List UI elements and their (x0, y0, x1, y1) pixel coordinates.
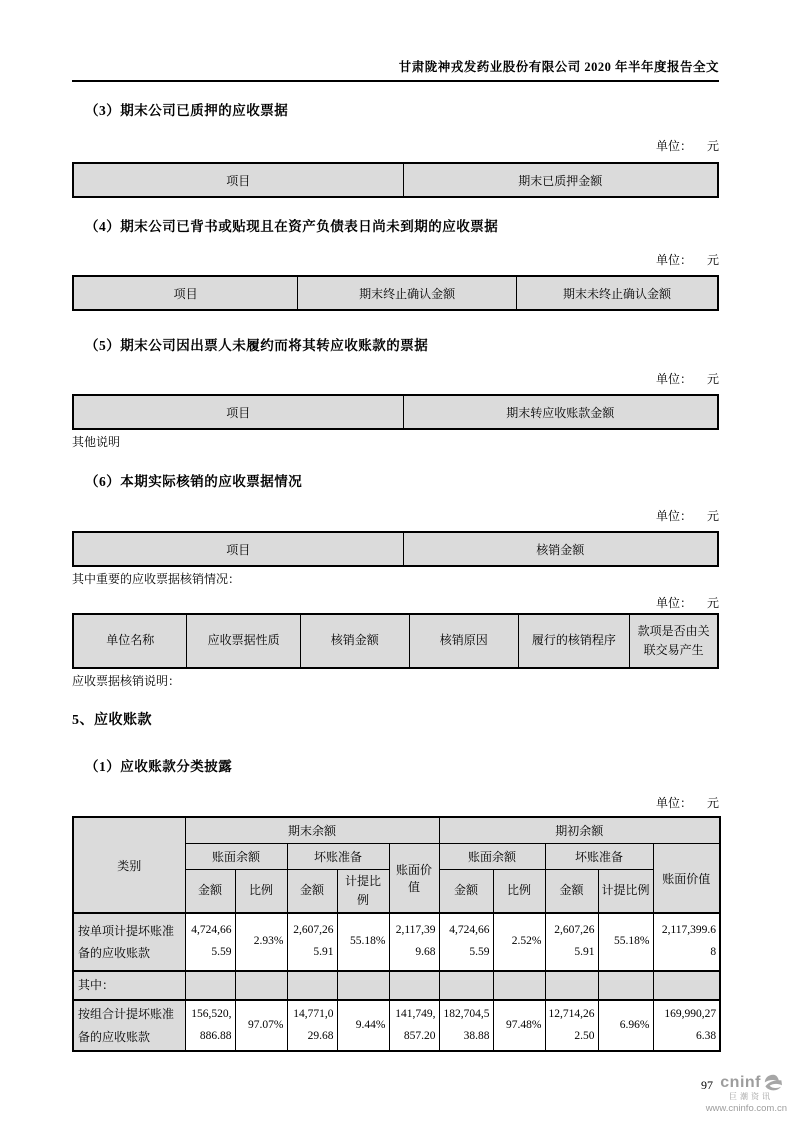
column-header-transferred-amount: 期末转应收账款金额 (403, 395, 718, 429)
table-header-row (73, 614, 718, 668)
column-header-writeoff-amount: 核销金额 (300, 614, 409, 668)
receivables-classification-table (72, 816, 721, 1052)
cninfo-brand-row (667, 1074, 787, 1092)
row-label: 按单项计提坏账准备的应收账款 (73, 913, 185, 971)
table-row (73, 1000, 720, 1051)
column-header-unit-name: 单位名称 (73, 614, 187, 668)
column-header-amount: 金额 (185, 870, 235, 914)
column-header-ratio: 比例 (235, 870, 287, 914)
column-header-note-nature: 应收票据性质 (187, 614, 300, 668)
document-header-title: 甘肃陇神戎发药业股份有限公司 2020 年半年度报告全文 (72, 0, 719, 82)
column-header-book-value-end: 账面价值 (389, 844, 439, 914)
section-6-title: （6）本期实际核销的应收票据情况 (85, 474, 303, 489)
cell-value (235, 971, 287, 1000)
table-header-row (73, 532, 718, 566)
column-header-item: 项目 (73, 276, 298, 310)
row-label: 其中： (73, 971, 185, 1000)
page-content (72, 99, 719, 1093)
table-header-row (73, 395, 718, 429)
column-header-item: 项目 (73, 532, 403, 566)
cninfo-url: www.cninfo.com.cn (705, 1102, 787, 1114)
unit-currency: 元 (706, 596, 719, 610)
unit-text: 单位： (655, 796, 692, 810)
unit-label (72, 596, 719, 611)
section-5-title: （5）期末公司因出票人未履约而将其转应收账款的票据 (85, 338, 429, 353)
writeoff-summary-table (72, 531, 719, 567)
unit-currency: 元 (706, 509, 719, 523)
cell-value: 2,607,265.91 (545, 913, 598, 971)
page-number: 97 (701, 1078, 713, 1092)
column-header-not-derecognized: 期末未终止确认金额 (516, 276, 718, 310)
unit-label (72, 509, 719, 524)
cell-value (653, 971, 720, 1000)
column-header-related-party: 款项是否由关联交易产生 (630, 614, 718, 668)
unit-text: 单位： (655, 372, 692, 386)
unit-label (72, 796, 719, 811)
table-row (73, 913, 720, 971)
cell-value: 4,724,665.59 (439, 913, 493, 971)
cell-value: 182,704,538.88 (439, 1000, 493, 1051)
table-header-row (73, 163, 718, 197)
other-note: 其他说明 (72, 435, 121, 449)
cell-value: 12,714,262.50 (545, 1000, 598, 1051)
section-3-title: （3）期末公司已质押的应收票据 (85, 103, 289, 118)
column-header-derecognized: 期末终止确认金额 (298, 276, 517, 310)
column-header-provision-ratio: 计提比例 (337, 870, 389, 914)
cell-value: 14,771,029.68 (287, 1000, 337, 1051)
cell-value (185, 971, 235, 1000)
cell-value: 141,749,857.20 (389, 1000, 439, 1051)
unit-text: 单位： (655, 509, 692, 523)
cell-value (337, 971, 389, 1000)
cell-value: 2,117,399.68 (389, 913, 439, 971)
cell-value: 4,724,665.59 (185, 913, 235, 971)
cninfo-brand-text: cninf (720, 1074, 761, 1092)
cninfo-logo (667, 1074, 787, 1114)
table-header-row (73, 817, 720, 844)
cell-value: 55.18% (337, 913, 389, 971)
cell-value: 2,607,265.91 (287, 913, 337, 971)
cell-value: 6.96% (598, 1000, 653, 1051)
important-writeoff-note: 其中重要的应收票据核销情况： (72, 572, 241, 586)
cell-value: 2.52% (493, 913, 545, 971)
writeoff-detail-table (72, 613, 719, 669)
column-header-provision-ratio: 计提比例 (598, 870, 653, 914)
column-group-period-end: 期末余额 (185, 817, 439, 844)
cell-value (545, 971, 598, 1000)
cell-value: 156,520,886.88 (185, 1000, 235, 1051)
subsection-classification-title: （1）应收账款分类披露 (85, 759, 233, 774)
pledged-notes-table (72, 162, 719, 198)
cell-value (493, 971, 545, 1000)
unit-text: 单位： (655, 139, 692, 153)
column-header-category: 类别 (73, 817, 185, 913)
cell-value: 97.07% (235, 1000, 287, 1051)
unit-label (72, 253, 719, 268)
table-row (73, 971, 720, 1000)
table-header-row (73, 276, 718, 310)
unit-text: 单位： (655, 253, 692, 267)
column-group-book-balance-begin: 账面余额 (439, 844, 545, 870)
column-header-procedure: 履行的核销程序 (518, 614, 629, 668)
cell-value: 2.93% (235, 913, 287, 971)
cninfo-chinese-name: 巨潮资讯 (729, 1092, 773, 1101)
column-header-item: 项目 (73, 395, 403, 429)
unit-currency: 元 (706, 796, 719, 810)
unit-text: 单位： (655, 596, 692, 610)
cell-value: 2,117,399.68 (653, 913, 720, 971)
unit-currency: 元 (706, 139, 719, 153)
cell-value: 9.44% (337, 1000, 389, 1051)
endorsed-notes-table (72, 275, 719, 311)
column-header-writeoff-amount: 核销金额 (403, 532, 718, 566)
column-group-bad-debt-end: 坏账准备 (287, 844, 389, 870)
unit-currency: 元 (706, 253, 719, 267)
cell-value (439, 971, 493, 1000)
writeoff-explanation-note: 应收票据核销说明： (72, 674, 181, 688)
transferred-notes-table (72, 394, 719, 430)
column-header-pledged-amount: 期末已质押金额 (403, 163, 718, 197)
column-header-amount: 金额 (545, 870, 598, 914)
column-header-book-value-begin: 账面价值 (653, 844, 720, 914)
cell-value (287, 971, 337, 1000)
unit-currency: 元 (706, 372, 719, 386)
section-accounts-receivable-title: 5、应收账款 (72, 713, 152, 728)
column-group-period-begin: 期初余额 (439, 817, 720, 844)
unit-label (72, 139, 719, 154)
column-group-bad-debt-begin: 坏账准备 (545, 844, 653, 870)
column-header-writeoff-reason: 核销原因 (409, 614, 518, 668)
cell-value (389, 971, 439, 1000)
column-header-amount: 金额 (439, 870, 493, 914)
cell-value: 97.48% (493, 1000, 545, 1051)
section-4-title: （4）期末公司已背书或贴现且在资产负债表日尚未到期的应收票据 (85, 219, 499, 234)
column-header-amount: 金额 (287, 870, 337, 914)
cell-value: 55.18% (598, 913, 653, 971)
cninfo-swirl-icon (763, 1074, 783, 1092)
column-header-ratio: 比例 (493, 870, 545, 914)
cell-value: 169,990,276.38 (653, 1000, 720, 1051)
column-header-item: 项目 (73, 163, 403, 197)
unit-label (72, 372, 719, 387)
row-label: 按组合计提坏账准备的应收账款 (73, 1000, 185, 1051)
column-group-book-balance-end: 账面余额 (185, 844, 287, 870)
cell-value (598, 971, 653, 1000)
